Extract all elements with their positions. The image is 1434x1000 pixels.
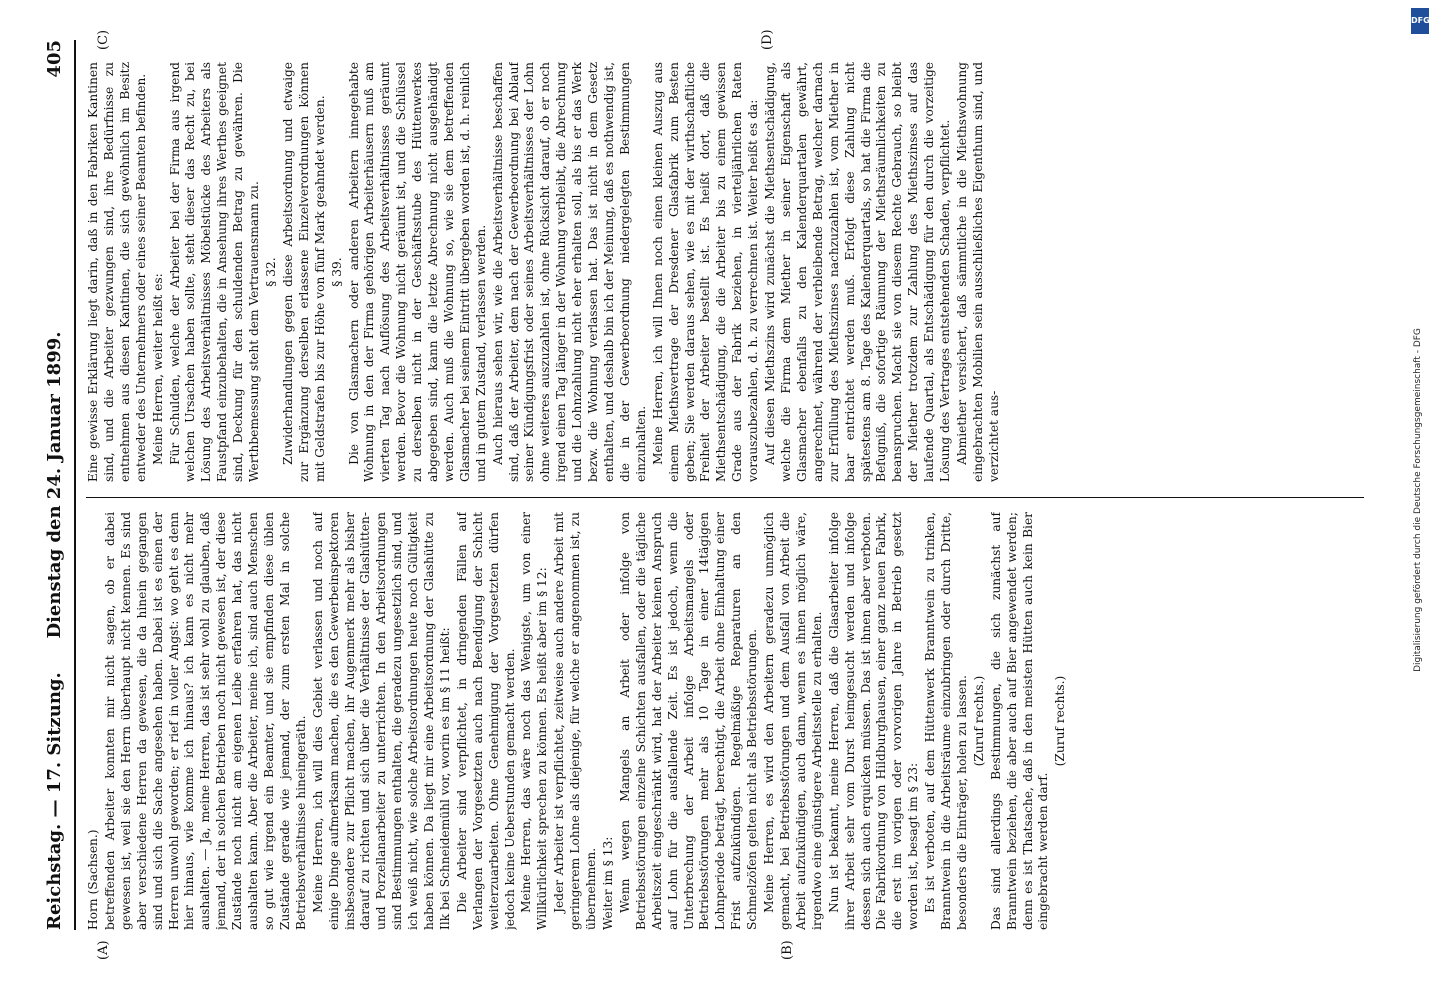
quoted-paragraph: Die von Glasmachern oder anderen Arbeitern innegehabte Wohnung in den der Firma gehörigen Arbeiterhäusern muß am vierten Tag nach Auflösung des Arbeitsverhältnisses geräumt werden. Bevor die Wohnung nicht geräumt ist, und die Schlüssel zu derselben nicht in der Geschäftsstube des Hüttenwerkes abgegeben sind, kann die letzte Abrechnung nicht ausgehändigt werden. Auch muß die Wohnung so, wie sie dem betreffenden Glasmacher bei seinem Eintritt übergeben worden ist, d. h. reinlich und in gutem Zustand, verlassen werden. — [346, 62, 488, 482]
quoted-paragraph: Abmiether versichert, daß sämmtliche in die Miethswohnung eingebrachten Mobilien sein ausschließliches Eigenthum sind, und verzichtet aus- — [954, 62, 1001, 482]
paragraph: Meine Herren, das wäre noch das Wenigste, um von einer Willkürlichkeit sprechen zu können. Es heißt aber im § 12: — [519, 512, 550, 930]
dfg-logo-badge: DFG — [1411, 8, 1429, 34]
paragraph: Nun ist bekannt, meine Herren, daß die Glasarbeiter infolge ihrer Arbeit sehr vom Durst heimgesucht werden und infolge dessen sich auch erquicken müssen. Das ist ihnen aber verboten. Die Fabrikordnung von Hildburghausen, einer ganz neuen Fabrik, die erst im vorigen oder vorvorigen Jahre in Betrieb gesetzt worden ist, besagt im § 23: — [826, 512, 921, 930]
section-number: § 39. — [329, 257, 344, 287]
margin-marker-c: (C) — [96, 29, 111, 50]
paragraph: Meine Herren, weiter heißt es: — [150, 273, 165, 465]
quoted-paragraph: Zuwiderhandlungen gegen diese Arbeitsordnung und etwaige zur Ergänzung derselben erlassene Einzelverordnungen können mit Geldstrafen bis zur Höhe von fünf Mark geahndet werden. — [280, 62, 327, 482]
left-text-column — [86, 512, 1364, 930]
paragraph: Das sind allerdings Bestimmungen, die sich zunächst auf Branntwein beziehen, die aber auch auf Bier angewendet werden; denn es ist Thatsache, daß in den meisten Hütten auch kein Bier eingebracht werden darf. — [988, 512, 1051, 930]
section-number: § 32. — [263, 257, 278, 287]
margin-marker-d: (D) — [760, 29, 775, 50]
margin-marker-b: (B) — [780, 940, 795, 960]
quoted-paragraph: Es ist verboten, auf dem Hüttenwerk Branntwein zu trinken, Branntwein in die Arbeitsräume einzubringen oder durch Dritte, besonders die Einträger, holen zu lassen. — [923, 512, 969, 930]
digitization-text: Digitalisierung gefördert durch die Deutsche Forschungsgemeinschaft - DFG — [1413, 328, 1423, 672]
page-number: 405 — [44, 40, 65, 78]
quoted-paragraph: Die Arbeiter sind verpflichtet, in dringenden Fällen auf Verlangen der Vorgesetzten auch nach Beendigung der Schicht weiterzuarbeiten. Ohne Genehmigung der Vorgesetzten dürfen jedoch keine Ueberstunden gemacht werden. — [454, 512, 517, 930]
column-divider — [86, 497, 1364, 498]
paragraph: Meine Herren, ich will Ihnen noch einen kleinen Auszug aus einem Miethsvertrage der Dresdener Glasfabrik zum Besten geben; Sie werden daraus sehen, wie es mit der wirthschaftliche Freiheit der Arbeiter bestellt ist. Es heißt dort, daß die Miethsentschädigung, die die Arbeiter bis zu einem gewissen Grade aus der Fabrik beziehen, in vierteljährlichen Raten vorauszubezahlen, d. h. zu verrechnen ist. Weiter heißt es da: — [650, 62, 761, 482]
quoted-paragraph: Für Schulden, welche der Arbeiter bei der Firma aus irgend welchen Ursachen haben sollte, steht dieser das Recht zu, bei Lösung des Arbeitsverhältnisses Möbelstücke des Arbeiters als Faustpfand einzubehalten, die in Ansehung ihres Werthes geeignet sind, Deckung für den schuldenden Betrag zu gewähren. Die Werthbemessung steht dem Vertrauensmann zu. — [167, 62, 262, 482]
paragraph: betreffenden Arbeiter konnten mir nicht sagen, ob er dabei gewesen ist, weil sie den Herrn überhaupt nicht kennen. Es sind aber verschiedene Herren da gewesen, die da hinein gegangen sind und sich die Sache angesehen haben. Dabei ist es einen der Herren unwohl geworden; er rief in voller Angst: wo geht es denn hier hinaus, wie komme ich hinaus? ich kann es nicht mehr aushalten. — Ja, meine Herren, das ist sehr wohl zu glauben, daß jemand, der in solchen Betrieben noch nicht gewesen ist, der diese Zustände noch nicht am eigenen Leibe erfahren hat, das nicht aushalten kann. Aber die Arbeiter, meine ich, sind auch Menschen so gut wie irgend ein Beamter, und sie empfinden diese üblen Zustände gerade wie jemand, der zum ersten Mal in solche Betriebsverhältnisse hineingeräth. — [102, 512, 308, 930]
page-header — [40, 40, 76, 930]
header-date: Dienstag den 24. Januar 1899. — [44, 331, 65, 639]
right-text-column — [86, 62, 1364, 482]
paragraph: Meine Herren, es wird den Arbeitern geradezu unmöglich gemacht, bei Betriebsstörungen und dem Ausfall von Arbeit die Arbeit aufzukündigen, auch dann, wenn es ihnen möglich wäre, irgendwo eine günstigere Arbeitsstelle zu erhalten. — [762, 512, 824, 930]
paragraph: Auch hieraus sehen wir, wie die Arbeitsverhältnisse beschaffen sind, daß der Arbeiter, dem nach der Gewerbeordnung bei Ablauf seiner Kündigungsfrist oder seines Arbeitsverhältnisses der Lohn ohne weiteres auszuzahlen ist, ohne Rücksicht darauf, ob er noch irgend einen Tag länger in der Wohnung verbleibt, die Abrechnung und die Lohnzahlung nicht eher erhalten soll, als bis er das Werk bezw. die Wohnung verlassen hat. Das ist nicht in dem Gesetz enthalten, und deshalb bin ich der Meinung, daß es nothwendig ist, die in der Gewerbeordnung niedergelegten Bestimmungen einzuhalten. — [490, 62, 648, 482]
paragraph: Meine Herren, ich will dies Gebiet verlassen und noch auf einige Dinge aufmerksam machen, die es den Gewerbeinspektoren insbesondere zur Pflicht machen, ihr Augenmerk mehr als bisher darauf zu richten und sich über die Verhältnisse der Glashütten- und Porzellanarbeiter zu unterrichten. In den Arbeitsordnungen sind Bestimmungen enthalten, die geradezu ungesetzlich sind, und ich weiß nicht, wie solche Arbeitsordnungen heute noch Gültigkeit haben können. Da liegt mir eine Arbeitsordnung der Glashütte zu Ilk bei Schneidemühl vor, worin es im § 11 heißt: — [310, 512, 452, 930]
digitization-note — [1404, 6, 1432, 994]
interjection: (Zuruf rechts.) — [971, 675, 986, 767]
quoted-paragraph: Auf diesen Miethszins wird zunächst die Miethsentschädigung, welche die Firma dem Miether in seiner Eigenschaft als Glasmacher ebenfalls zu den Kalenderquartalen gewährt, angerechnet, während der verbleibende Betrag, welcher darnach zur Erfüllung des Miethszinses nachzuzahlen ist, vom Miether in baar entrichtet werden muß. Erfolgt diese Zahlung nicht spätestens am 8. Tage des Kalenderquartals, so hat die Firma die Befugniß, die sofortige Räumung der Miethsräumlichkeiten zu beanspruchen. Macht sie von diesem Rechte Gebrauch, so bleibt der Miether trotzdem zur Zahlung des Miethszinses auf das laufende Quartal, als Entschädigung für den durch die vorzeitige Lösung des Vertrages entstehenden Schaden, verpflichtet. — [763, 62, 953, 482]
quoted-paragraph: Wenn wegen Mangels an Arbeit oder infolge von Betriebsstörungen einzelne Schichten ausfallen, oder die tägliche Arbeitszeit eingeschränkt wird, hat der Arbeiter keinen Anspruch auf Lohn für die ausfallende Zeit. Es ist jedoch, wenn die Unterbrechung der Arbeit infolge Arbeitsmangels oder Betriebsstörungen mehr als 10 Tage in einer 14tägigen Lohnperiode beträgt, berechtigt, die Arbeit ohne Einhaltung einer Frist aufzukündigen. Regelmäßige Reparaturen an den Schmelzöfen gelten nicht als Betriebsstörungen. — [617, 512, 760, 930]
paragraph: Eine gewisse Erklärung liegt darin, daß in den Fabriken Kantinen sind, und die Arbeiter gezwungen sind, ihre Bedürfnisse zu entnehmen aus diesen Kantinen, die sich gewöhnlich im Besitz entweder des Unternehmers oder eines seiner Beamten befinden. — [86, 62, 148, 482]
paragraph: Weiter im § 13: — [601, 836, 615, 930]
header-session: Reichstag. — 17. Sitzung. — [44, 672, 65, 930]
quoted-paragraph: Jeder Arbeiter ist verpflichtet, zeitweise auch andere Arbeit mit geringerem Lohne als diejenige, für welche er angenommen ist, zu übernehmen. — [552, 512, 599, 930]
speaker-name: Horn (Sachsen.) — [86, 829, 100, 930]
interjection: (Zuruf rechts.) — [1053, 675, 1068, 767]
margin-marker-a: (A) — [96, 940, 111, 960]
